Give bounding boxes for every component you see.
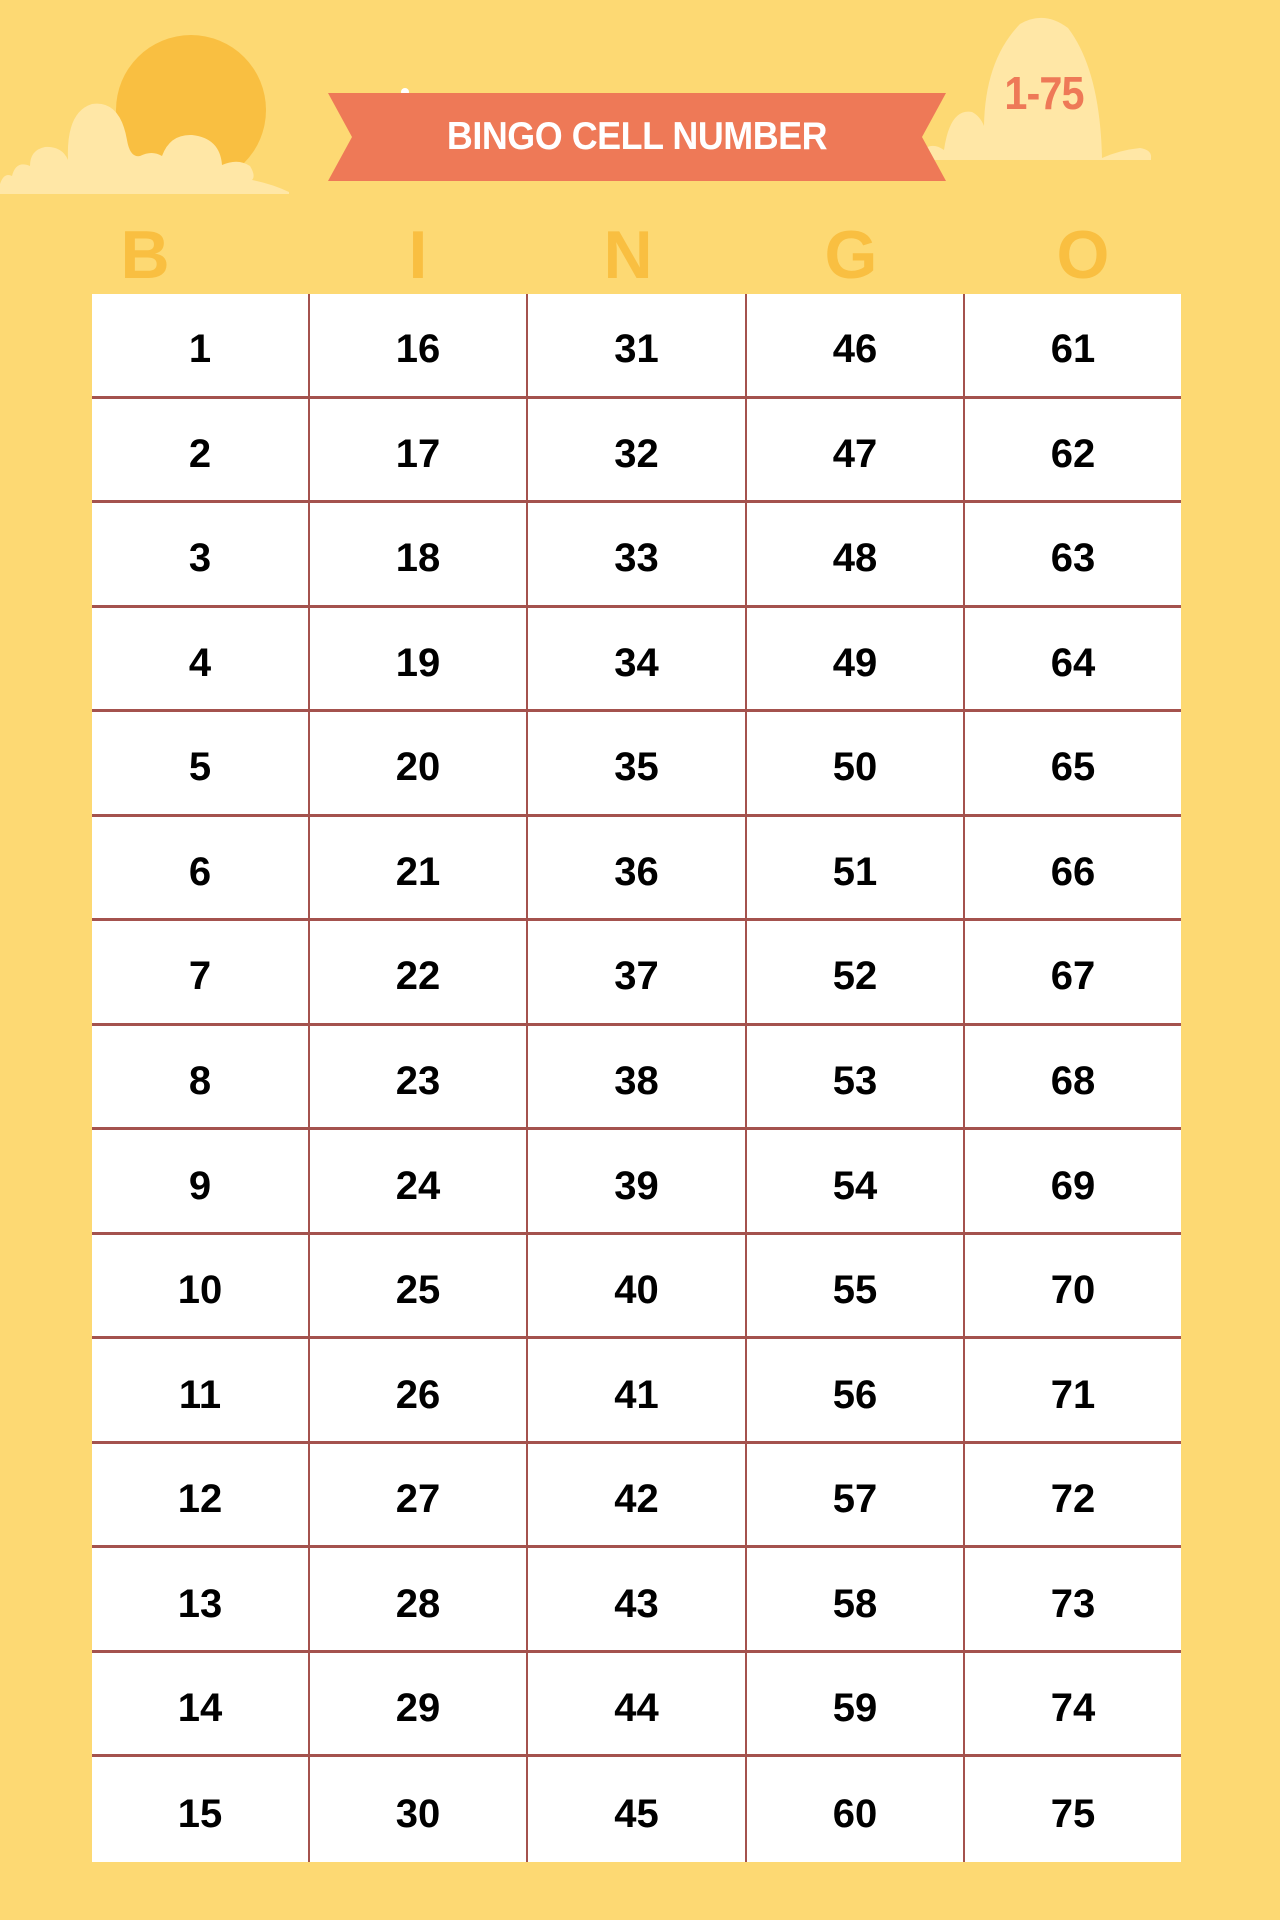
bingo-cell-b: 3	[92, 503, 310, 608]
bingo-cell-i: 30	[310, 1757, 528, 1862]
bingo-cell-g: 52	[747, 921, 965, 1026]
bingo-cell-g: 56	[747, 1339, 965, 1444]
bingo-cell-n: 36	[528, 817, 747, 922]
bingo-cell-b: 5	[92, 712, 310, 817]
bingo-cell-i: 26	[310, 1339, 528, 1444]
bingo-cell-i: 29	[310, 1653, 528, 1758]
bingo-cell-b: 2	[92, 399, 310, 504]
bingo-cell-g: 47	[747, 399, 965, 504]
bingo-cell-b: 8	[92, 1026, 310, 1131]
bingo-cell-b: 4	[92, 608, 310, 713]
bingo-cell-b: 7	[92, 921, 310, 1026]
bingo-cell-n: 45	[528, 1757, 747, 1862]
bingo-cell-o: 71	[965, 1339, 1181, 1444]
bingo-cell-n: 42	[528, 1444, 747, 1549]
bingo-cell-n: 33	[528, 503, 747, 608]
bingo-cell-o: 69	[965, 1130, 1181, 1235]
bingo-cell-g: 60	[747, 1757, 965, 1862]
column-letter-i: I	[408, 217, 428, 293]
bingo-cell-i: 18	[310, 503, 528, 608]
bingo-cell-g: 51	[747, 817, 965, 922]
bingo-cell-i: 28	[310, 1548, 528, 1653]
range-label: 1-75	[1004, 67, 1084, 119]
bingo-number-grid	[92, 294, 1181, 1862]
bingo-cell-n: 41	[528, 1339, 747, 1444]
bingo-cell-i: 17	[310, 399, 528, 504]
bingo-cell-i: 22	[310, 921, 528, 1026]
bingo-cell-b: 11	[92, 1339, 310, 1444]
column-letter-o: O	[1056, 217, 1110, 293]
bingo-cell-o: 67	[965, 921, 1181, 1026]
bingo-cell-i: 27	[310, 1444, 528, 1549]
column-letter-g: G	[824, 217, 878, 293]
bingo-cell-i: 21	[310, 817, 528, 922]
bingo-cell-g: 59	[747, 1653, 965, 1758]
bingo-cell-n: 40	[528, 1235, 747, 1340]
bingo-cell-n: 32	[528, 399, 747, 504]
title-banner	[328, 93, 946, 181]
bingo-cell-n: 37	[528, 921, 747, 1026]
bingo-cell-o: 65	[965, 712, 1181, 817]
bingo-cell-n: 43	[528, 1548, 747, 1653]
bingo-cell-i: 19	[310, 608, 528, 713]
bingo-cell-n: 38	[528, 1026, 747, 1131]
bingo-cell-b: 12	[92, 1444, 310, 1549]
bingo-cell-o: 61	[965, 294, 1181, 399]
bingo-cell-o: 68	[965, 1026, 1181, 1131]
bingo-cell-i: 20	[310, 712, 528, 817]
bingo-cell-b: 14	[92, 1653, 310, 1758]
bingo-cell-b: 9	[92, 1130, 310, 1235]
bingo-cell-i: 16	[310, 294, 528, 399]
bingo-cell-g: 50	[747, 712, 965, 817]
bingo-cell-g: 55	[747, 1235, 965, 1340]
bingo-cell-o: 62	[965, 399, 1181, 504]
bingo-cell-o: 73	[965, 1548, 1181, 1653]
bingo-cell-b: 13	[92, 1548, 310, 1653]
bingo-cell-o: 70	[965, 1235, 1181, 1340]
bingo-cell-n: 35	[528, 712, 747, 817]
bingo-cell-b: 6	[92, 817, 310, 922]
column-letter-n: N	[603, 217, 653, 293]
bingo-cell-o: 75	[1050, 1792, 1096, 1837]
column-letters	[92, 217, 1181, 293]
bingo-cell-g: 46	[747, 294, 965, 399]
bingo-cell-g: 49	[747, 608, 965, 713]
bingo-cell-g: 58	[747, 1548, 965, 1653]
bingo-cell-g: 57	[747, 1444, 965, 1549]
bingo-cell-n: 31	[528, 294, 747, 399]
bingo-cell-o: 74	[965, 1653, 1181, 1758]
bingo-cell-o: 66	[965, 817, 1181, 922]
bingo-cell-n: 39	[528, 1130, 747, 1235]
bingo-cell-b: 10	[92, 1235, 310, 1340]
page-title: BINGO CELL NUMBER	[446, 115, 828, 158]
column-letter-b: B	[120, 217, 170, 293]
bingo-cell-n: 34	[528, 608, 747, 713]
bingo-cell-i: 24	[310, 1130, 528, 1235]
bingo-cell-b: 1	[92, 294, 310, 399]
bingo-cell-g: 54	[747, 1130, 965, 1235]
bingo-cell-g: 48	[747, 503, 965, 608]
bingo-cell-g: 53	[747, 1026, 965, 1131]
bingo-cell-i: 25	[310, 1235, 528, 1340]
bingo-cell-o: 72	[965, 1444, 1181, 1549]
bingo-cell-b: 15	[92, 1757, 310, 1862]
bingo-cell-o: 63	[965, 503, 1181, 608]
bingo-cell-n: 44	[528, 1653, 747, 1758]
bingo-cell-i: 23	[310, 1026, 528, 1131]
bingo-cell-o: 64	[965, 608, 1181, 713]
